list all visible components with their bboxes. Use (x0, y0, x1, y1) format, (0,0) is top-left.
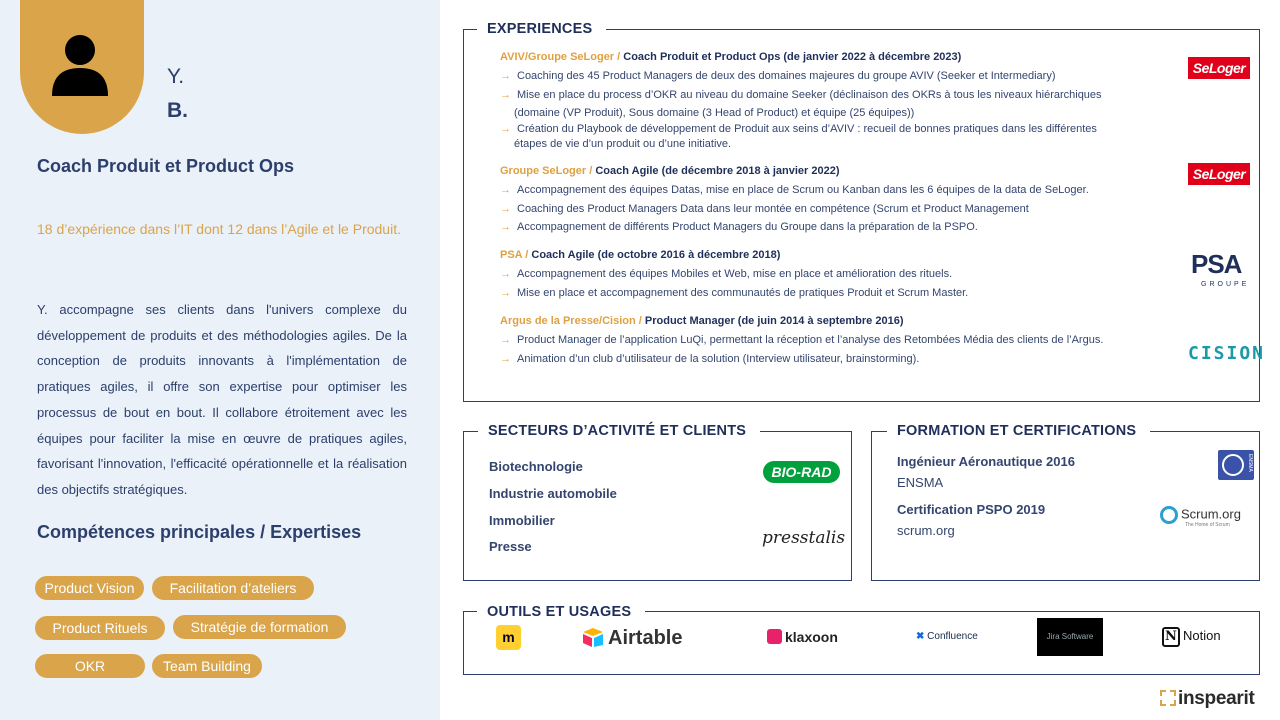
jira-logo: Jira Software (1037, 618, 1103, 656)
biorad-logo: BIO-RAD (763, 461, 840, 483)
certification-title: Certification PSPO 2019 (897, 502, 1046, 517)
confluence-logo: ✖ Confluence (916, 631, 978, 642)
sectors-box (463, 431, 852, 581)
seloger-logo: SeLoger (1188, 163, 1250, 185)
skill-pill: Facilitation d’ateliers (152, 576, 314, 600)
klaxoon-logo: klaxoon (767, 629, 838, 645)
experience-bullet: → Mise en place et accompagnement des communautés de pratiques Produit et Scrum Master. (500, 287, 969, 299)
experience-heading: AVIV/Groupe SeLoger / Coach Produit et Product Ops (de janvier 2022 à décembre 2023) (500, 51, 962, 63)
initials (167, 60, 188, 128)
experience-bullet: → Création du Playbook de développement de Produit aux seins d’AVIV : recueil de bonnes pratiques dans les différentes (500, 123, 1097, 135)
ensma-logo: ENSMA (1218, 450, 1254, 480)
experience-bullet: → Coaching des 45 Product Managers de deux des domaines majeures du groupe AVIV (Seeker et Intermediary) (500, 70, 1056, 82)
bio-text: Y. accompagne ses clients dans l'univers complexe du développement de produits et des méthodologies agiles. De la conception de produits innovants à l'implémentation de pratiques agiles, il offre son expertise pour optimiser les processus de bout en bout. Il collabore étroitement avec les équipes pour faciliter la mise en œuvre de pratiques agiles, favorisant l'innovation, l'efficacité opérationnelle et la réalisation des objectifs stratégiques. (37, 302, 407, 497)
skill-pill: Team Building (152, 654, 262, 678)
experience-bullet: → Accompagnement de différents Product Managers du Groupe dans la préparation de la PSPO. (500, 221, 978, 233)
miro-logo: m (496, 625, 521, 650)
sector-item: Immobilier (489, 513, 555, 528)
experience-heading: Groupe SeLoger / Coach Agile (de décembre 2018 à janvier 2022) (500, 165, 840, 177)
user-icon (50, 32, 110, 98)
scrum-org-logo: Scrum.org The Home of Scrum (1160, 506, 1241, 524)
experience-bullet-cont: étapes de vie d’un produit ou d’une initiative. (514, 138, 732, 150)
psa-logo-sub: GROUPE (1201, 281, 1250, 288)
experience-bullet: → Product Manager de l’application LuQi, permettant la réception et l’analyse des Retombées Média des clients de l’Argus. (500, 334, 1104, 346)
sector-item: Industrie automobile (489, 486, 617, 501)
airtable-logo: Airtable (582, 627, 682, 650)
experience-summary: 18 d’expérience dans l’IT dont 12 dans l’Agile et le Produit. (37, 221, 401, 237)
experience-heading: Argus de la Presse/Cision / Product Manager (de juin 2014 à septembre 2016) (500, 315, 904, 327)
certification-org: scrum.org (897, 523, 955, 538)
cision-logo: CISION (1188, 343, 1266, 364)
education-title: FORMATION ET CERTIFICATIONS (887, 423, 1150, 439)
tools-title: OUTILS ET USAGES (477, 604, 645, 620)
sector-item: Presse (489, 539, 532, 554)
experience-bullet: → Accompagnement des équipes Mobiles et Web, mise en place et amélioration des rituels. (500, 268, 953, 280)
experience-heading: PSA / Coach Agile (de octobre 2016 à décembre 2018) (500, 249, 781, 261)
experience-bullet: → Animation d’un club d’utilisateur de la solution (Interview utilisateur, brainstorming). (500, 353, 920, 365)
experience-bullet: → Coaching des Product Managers Data dans leur montée en compétence (Scrum et Product Management (500, 203, 1029, 215)
education-school: ENSMA (897, 475, 944, 490)
skill-pill: Product Vision (35, 576, 144, 600)
initials-line-1: Y. (167, 65, 185, 88)
role-title: Coach Produit et Product Ops (37, 156, 295, 176)
skill-pill: Product Rituels (35, 616, 165, 640)
initials-line-2: B. (167, 99, 188, 122)
avatar (20, 0, 144, 134)
skill-pill: OKR (35, 654, 145, 678)
profile-panel (0, 0, 440, 720)
psa-logo: PSA (1191, 249, 1242, 279)
experiences-title: EXPERIENCES (477, 21, 606, 37)
sectors-title: SECTEURS D’ACTIVITÉ ET CLIENTS (478, 423, 760, 439)
airtable-icon (582, 627, 604, 647)
education-title-item: Ingénieur Aéronautique 2016 (897, 454, 1075, 469)
presstalis-logo: presstalis (762, 528, 846, 548)
notion-logo: N Notion (1162, 627, 1221, 647)
sector-item: Biotechnologie (489, 459, 583, 474)
seloger-logo: SeLoger (1188, 57, 1250, 79)
experience-bullet: → Accompagnement des équipes Datas, mise en place de Scrum ou Kanban dans les 6 équipes de la data de SeLoger. (500, 184, 1089, 196)
skill-pill: Stratégie de formation (173, 615, 346, 639)
experience-bullet: → Mise en place du process d’OKR au niveau du domaine Seeker (déclinaison des OKRs à tous les niveaux hiérarchiques (500, 89, 1102, 101)
inspearit-logo: inspearit (1160, 688, 1255, 710)
experience-bullet-cont: (domaine (VP Produit), Sous domaine (3 Head of Product) et équipe (25 équipes)) (514, 107, 915, 119)
skills-title: Compétences principales / Expertises (37, 522, 362, 542)
